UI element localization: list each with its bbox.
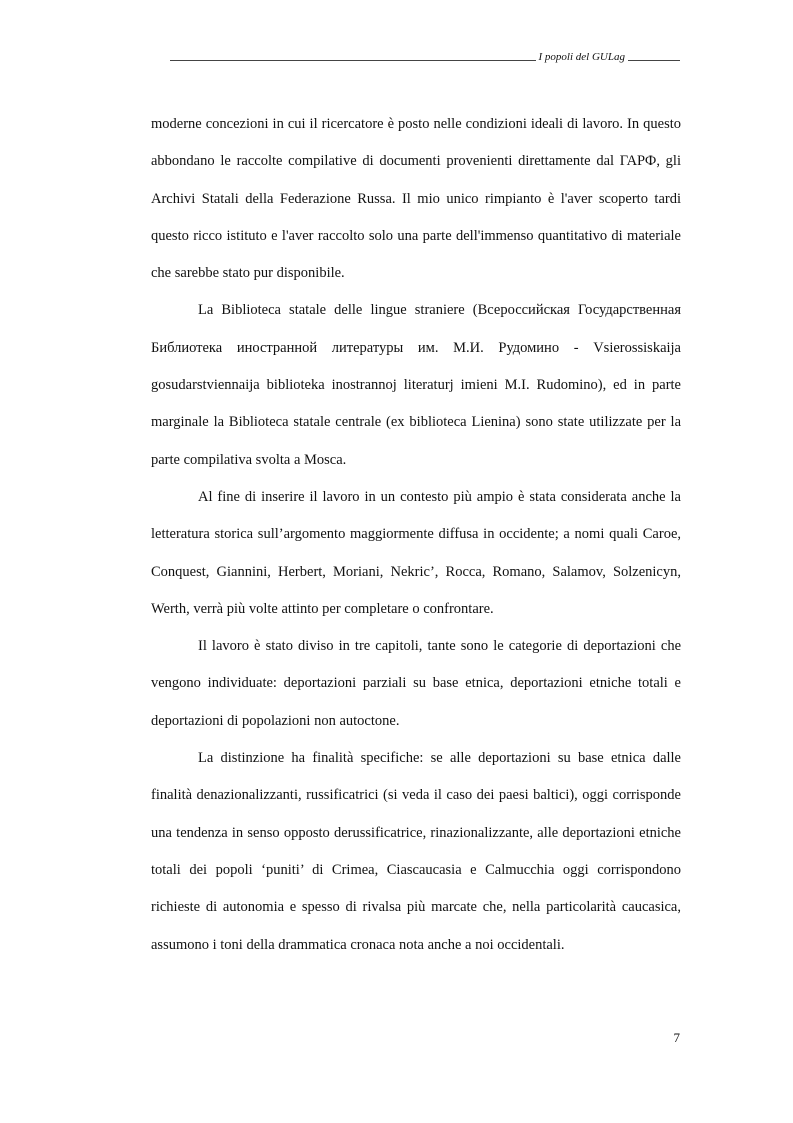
paragraph: La Biblioteca statale delle lingue straniere (Всероссийская Государственная Библиотека иностранной литературы им. М.И. Рудомино - Vsierossiskaija gosudarstviennaija biblioteka inostrannoj literaturj imieni M.I. Rudomino), ed in parte marginale la Biblioteca statale centrale (ex biblioteca Lienina) sono state utilizzate per la parte compilativa svolta a Mosca. bbox=[151, 302, 681, 468]
paragraph: Al fine di inserire il lavoro in un contesto più ampio è stata considerata anche la letteratura storica sull’argomento maggiormente diffusa in occidente; a nomi quali Caroe, Conquest, Giannini, Herbert, Moriani, Nekric’, Rocca, Romano, Salamov, Solzenicyn, Werth, verrà più volte attinto per completare o confrontare. bbox=[151, 488, 681, 617]
page-number: 7 bbox=[673, 1030, 680, 1045]
header-title: I popoli del GULag bbox=[538, 51, 625, 63]
header-rule-left bbox=[170, 50, 536, 61]
paragraph: La distinzione ha finalità specifiche: se alle deportazioni su base etnica dalle finalità denazionalizzanti, russificatrici (si veda il caso dei paesi baltici), oggi corrisponde una tendenza in senso opposto derussificatrice, rinazionalizzante, alle deportazioni etniche totali dei popoli ‘puniti’ di Crimea, Ciascaucasia e Calmucchia oggi corrispondono richieste di autonomia e spesso di rivalsa più marcate che, nella particolarità caucasica, assumono i toni della drammatica cronaca nota anche a noi occidentali. bbox=[151, 750, 681, 953]
running-header bbox=[170, 50, 680, 63]
body-text bbox=[151, 106, 681, 964]
paragraph: Il lavoro è stato diviso in tre capitoli, tante sono le categorie di deportazioni che vengono individuate: deportazioni parziali su base etnica, deportazioni etniche totali e deportazioni di popolazioni non autoctone. bbox=[151, 638, 681, 729]
paragraph-continued: moderne concezioni in cui il ricercatore è posto nelle condizioni ideali di lavoro. In questo abbondano le raccolte compilative di documenti provenienti direttamente dal ГАРФ, gli Archivi Statali della Federazione Russa. Il mio unico rimpianto è l'aver scoperto tardi questo ricco istituto e l'aver raccolto solo una parte dell'immenso quantitativo di materiale che sarebbe stato pur disponibile. bbox=[151, 116, 681, 282]
header-rule-right bbox=[628, 50, 680, 61]
